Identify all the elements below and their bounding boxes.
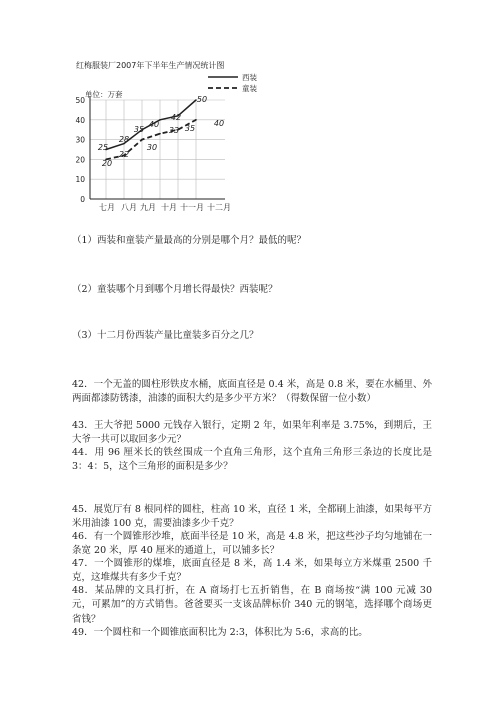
y-tick-label: 0 [80,195,85,204]
problem-43: 43．王大爷把 5000 元钱存入银行，定期 2 年，如果年利率是 3.75%，到期后，王大爷一共可以取回多少元？ [72,420,432,446]
data-point [141,139,143,141]
x-tick-label: 十月 [161,203,177,212]
data-point [159,119,161,121]
data-label: 35 [133,125,145,134]
data-label: 42 [170,113,182,122]
data-label: 40 [148,120,160,129]
data-label: 28 [118,135,130,144]
problem-49: 49．一个圆柱和一个圆锥底面积比为 2:3，体积比为 5:6，求高的比。 [72,627,368,638]
problem-47: 47．一个圆锥形的煤堆，底面直径是 8 米，高 1.4 米，如果每立方米煤重 2500 千克，这堆煤共有多少千克？ [72,558,432,584]
question-3: （3）十二月份西装产量比童装多百分之几？ [72,330,259,341]
data-label: 40 [213,119,225,128]
y-tick-label: 10 [75,175,85,185]
legend-label-1: 西装 [242,73,257,82]
legend-label-2: 童装 [242,84,257,93]
data-label: 33 [168,126,180,135]
y-unit-label: 单位：万套 [85,90,123,99]
data-point [159,133,161,135]
data-label: 30 [146,143,158,152]
data-label: 50 [196,95,208,104]
question-2: （2）童装哪个月到哪个月增长得最快？西装呢？ [72,284,278,295]
x-tick-label: 十二月 [207,203,231,212]
problem-42: 42．一个无盖的圆柱形铁皮水桶，底面直径是 0.4 米，高是 0.8 米，要在水桶里、外两面都漆防锈漆，油漆的面积大约是多少平方米？（得数保留一位小数） [72,379,432,405]
problem-48: 48．某品牌的文具打折，在 A 商场打七五折销售，在 B 商场按“满 100 元减 30 元，可累加”的方式销售。爸爸要买一支该品牌标价 340 元的钢笔，选择哪个商场更省钱？ [72,585,432,625]
x-tick-label: 十一月 [180,203,204,212]
x-tick-label: 八月 [121,203,137,212]
y-tick-label: 40 [75,115,85,125]
y-tick-label: 20 [75,155,85,165]
problem-45: 45．展览厅有 8 根同样的圆柱，柱高 10 米，直径 1 米，全都刷上油漆，如果每平方米用油漆 100 克，需要油漆多少千克？ [72,504,432,530]
data-label: 22 [118,150,130,159]
problem-46: 46．有一个圆锥形沙堆，底面半径是 10 米，高是 4.8 米，把这些沙子均匀地铺在一条宽 20 米，厚 40 厘米的通道上，可以铺多长？ [72,531,432,557]
line-chart [0,0,500,230]
data-label: 20 [101,159,113,168]
data-point [195,119,197,121]
problem-44: 44．用 96 厘米长的铁丝围成一个直角三角形，这个直角三角形三条边的长度比是 3：4：5，这个三角形的面积是多少？ [72,447,432,473]
y-tick-label: 50 [75,96,85,105]
y-tick-label: 30 [75,135,85,145]
chart-title: 红梅服装厂2007年下半年生产情况统计图 [76,61,225,70]
question-1: （1）西装和童装产量最高的分别是哪个月？最低的呢？ [72,235,307,246]
data-label: 25 [97,143,109,152]
x-tick-label: 七月 [99,203,115,212]
x-tick-label: 九月 [140,203,156,212]
data-label: 35 [184,124,196,133]
